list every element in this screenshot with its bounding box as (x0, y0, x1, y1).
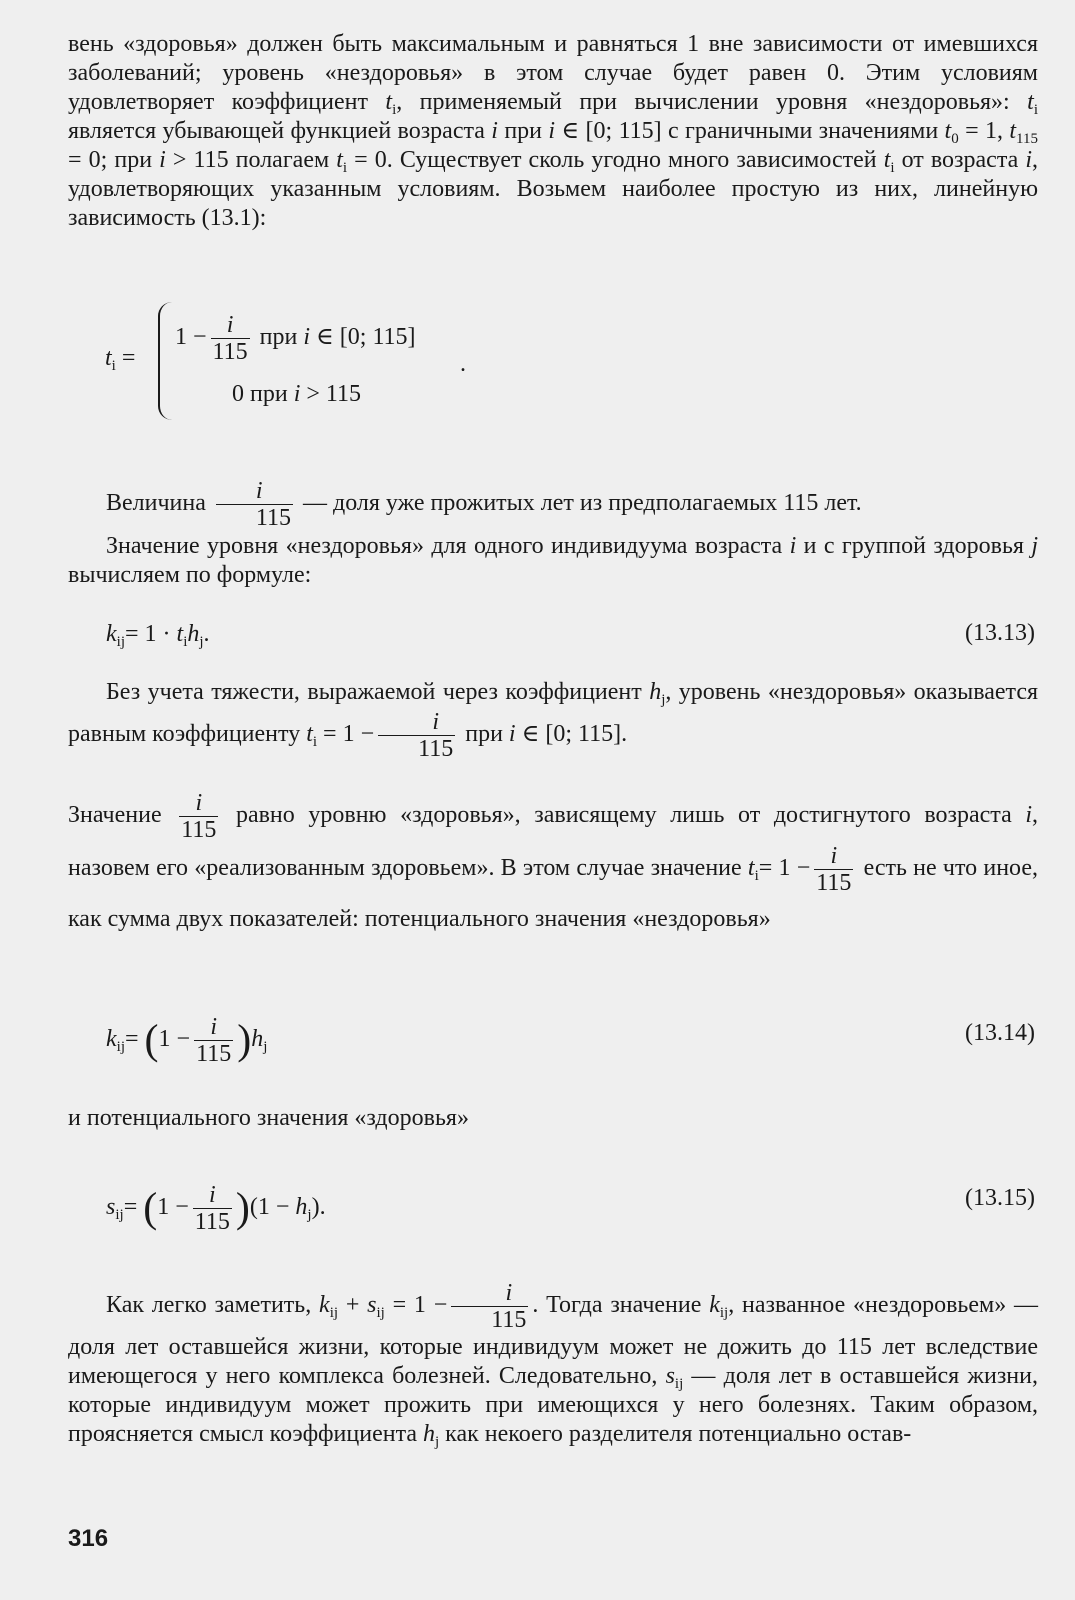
page-number: 316 (68, 1525, 109, 1552)
eq-13-13: $k_{ij}= 1 \cdot t_ih_j$. (106, 621, 210, 650)
eq-number-13-15: (13.15) (965, 1185, 1035, 1211)
paragraph-fraction-meaning: Величина $\frac{i}{115}$ — доля уже прожитых лет из предполагаемых 115 лет. (106, 478, 862, 531)
eq-piecewise-row1: 1 − $\frac{i}{115}$ при i ∈ [0; 115] (175, 312, 416, 365)
paragraph-intro: вень «здоровья» должен быть максимальным и равняться 1 вне зависимости от имевшихся заболеваний; уровень «нездоровья» в этом случае будет равен 0. Этим условиям удовлетворяет коэффициент $t_i$, применяемый при вычислении уровня «нездоровья»: $t_i$ является убывающей функцией возраста i при i ∈ [0; 115] с граничными значениями $t_0 = 1$, $t_{115} = 0$; при i > 115 полагаем $t_i = 0$. Существует сколь угодно много зависимостей $t_i$ от возраста i, удовлетворяющих указанным условиям. Возьмем наиболее простую из них, линейную зависимость (13.1): (68, 31, 1038, 231)
eq-piecewise-row2: 0 при i > 115 (232, 381, 362, 407)
eq-piecewise-dot: . (460, 351, 466, 377)
piecewise-brace (158, 302, 174, 420)
paragraph-unhealth-formula: Значение уровня «нездоровья» для одного индивидуума возраста i и с группой здоровья j вычисляем по формуле: (68, 533, 1038, 588)
eq-13-14: $k_{ij}= (1$ − $\frac{i}{115}$ )$h_j$ (106, 1014, 268, 1067)
paragraph-conclusion: Как легко заметить, $k_{ij} + s_{ij} = 1$ − $\frac{i}{115}$ . Тогда значение $k_{ij}$, названное «нездоровьем» — доля лет оставшейся жизни, которые индивидуум может не дожить до 115 лет вследствие имеющегося у него комплекса болезней. Следовательно, $s_{ij}$ — доля лет в оставшейся жизни, которые индивидуум может прожить при имеющихся у него болезнях. Таким образом, проясняется смысл коэффициента $h_j$ как некоего разделителя потенциально остав- (68, 1280, 1038, 1450)
paragraph-without-severity: Без учета тяжести, выражаемой через коэффициент $h_j$, уровень «нездоровья» оказывается равным коэффициенту $t_i = 1$ − $\frac{i}{115}$ при i ∈ [0; 115]. (68, 679, 1039, 762)
eq-piecewise-lhs: $t_i$ = (105, 345, 136, 374)
eq-13-15: $s_{ij}= (1$ − $\frac{i}{115}$ )$(1 - h_j)$. (106, 1182, 326, 1235)
paragraph-realized-health: Значение $\frac{i}{115}$ равно уровню «здоровья», зависящему лишь от достигнутого возраста i, назовем его «реализованным здоровьем». В этом случае значение $t_i= 1$ − $\frac{i}{115}$ есть не что иное, как сумма двух показателей: потенциального значения «нездоровья» (68, 790, 1039, 932)
eq-number-13-14: (13.14) (965, 1020, 1035, 1046)
paragraph-potential-health: и потенциального значения «здоровья» (68, 1105, 469, 1131)
eq-number-13-13: (13.13) (965, 620, 1035, 646)
